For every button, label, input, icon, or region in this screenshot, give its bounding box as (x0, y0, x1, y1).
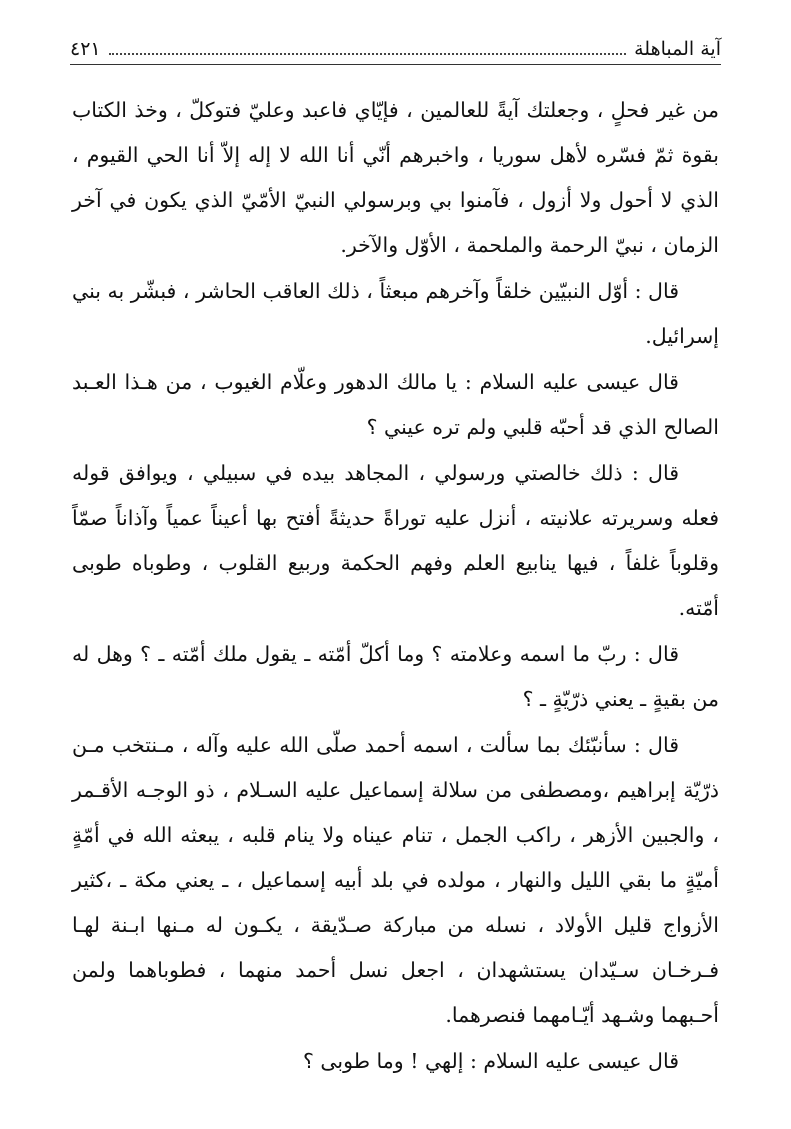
paragraph-5: قال : ربّ ما اسمه وعلامته ؟ وما أكلّ أمّته ـ يقول ملك أمّته ـ ؟ وهل له من بقيةٍ ـ يعني ذرّيّةٍ ـ ؟ (72, 642, 719, 711)
paragraph-6: قال : سأنبّئك بما سألت ، اسمه أحمد صلّى الله عليه وآله ، مـنتخب مـن ذرّيّة إبراهيم ،ومصطفى من سلالة إسماعيل عليه السـلام ، ذو الوجـه الأقـمر ، والجبين الأزهر ، راكب الجمل ، تنام عيناه ولا ينام قلبه ، يبعثه الله في أمّةٍ أميّةٍ ما بقي الليل والنهار ، مولده في بلد أبيه إسماعيل ، ـ يعني مكة ـ ،كثير الأزواج قليل الأولاد ، نسله من مباركة صـدّيقة ، يكـون له مـنها ابـنة لهـا فـرخـان سـيّدان يستشهدان ، اجعل نسل أحمد منهما ، فطوباهما ولمن أحـبهما وشـهد أيّـامهما فنصرهما. (72, 733, 719, 1027)
page-number: ٤٢١ (70, 38, 101, 60)
paragraph-3: قال عيسى عليه السلام : يا مالك الدهور وعلّام الغيوب ، من هـذا العـبد الصالح الذي قد أحبّه قلبي ولم تره عيني ؟ (72, 370, 719, 439)
running-header (70, 34, 721, 65)
paragraph-1: من غير فحلٍ ، وجعلتك آيةً للعالمين ، فإيّاي فاعبد وعليّ فتوكلّ ، وخذ الكتاب بقوة ثمّ فسّره لأهل سوريا ، واخبرهم أنّي أنا الله لا إله إلاّ أنا الحي القيوم ، الذي لا أحول ولا أزول ، فآمنوا بي وبرسولي النبيّ الأمّيّ الذي يكون في آخر الزمان ، نبيّ الرحمة والملحمة ، الأوّل والآخر. (72, 98, 719, 257)
chapter-title: آية المباهلة (634, 38, 721, 60)
paragraph-4: قال : ذلك خالصتي ورسولي ، المجاهد بيده في سبيلي ، ويوافق قوله فعله وسريرته علانيته ، أنزل عليه توراةً حديثةً أفتح بها أعيناً عمياً وآذاناً صمّاً وقلوباً غلفاً ، فيها ينابيع العلم وفهم الحكمة وربيع القلوب ، وطوباه طوبى أمّته. (72, 461, 719, 620)
dotted-leader (109, 43, 627, 55)
paragraph-7: قال عيسى عليه السلام : إلهي ! وما طوبى ؟ (302, 1049, 679, 1073)
paragraph-2: قال : أوّل النبيّين خلقاً وآخرهم مبعثاً ، ذلك العاقب الحاشر ، فبشّر به بني إسرائيل. (72, 279, 719, 348)
body-text (72, 88, 719, 1085)
